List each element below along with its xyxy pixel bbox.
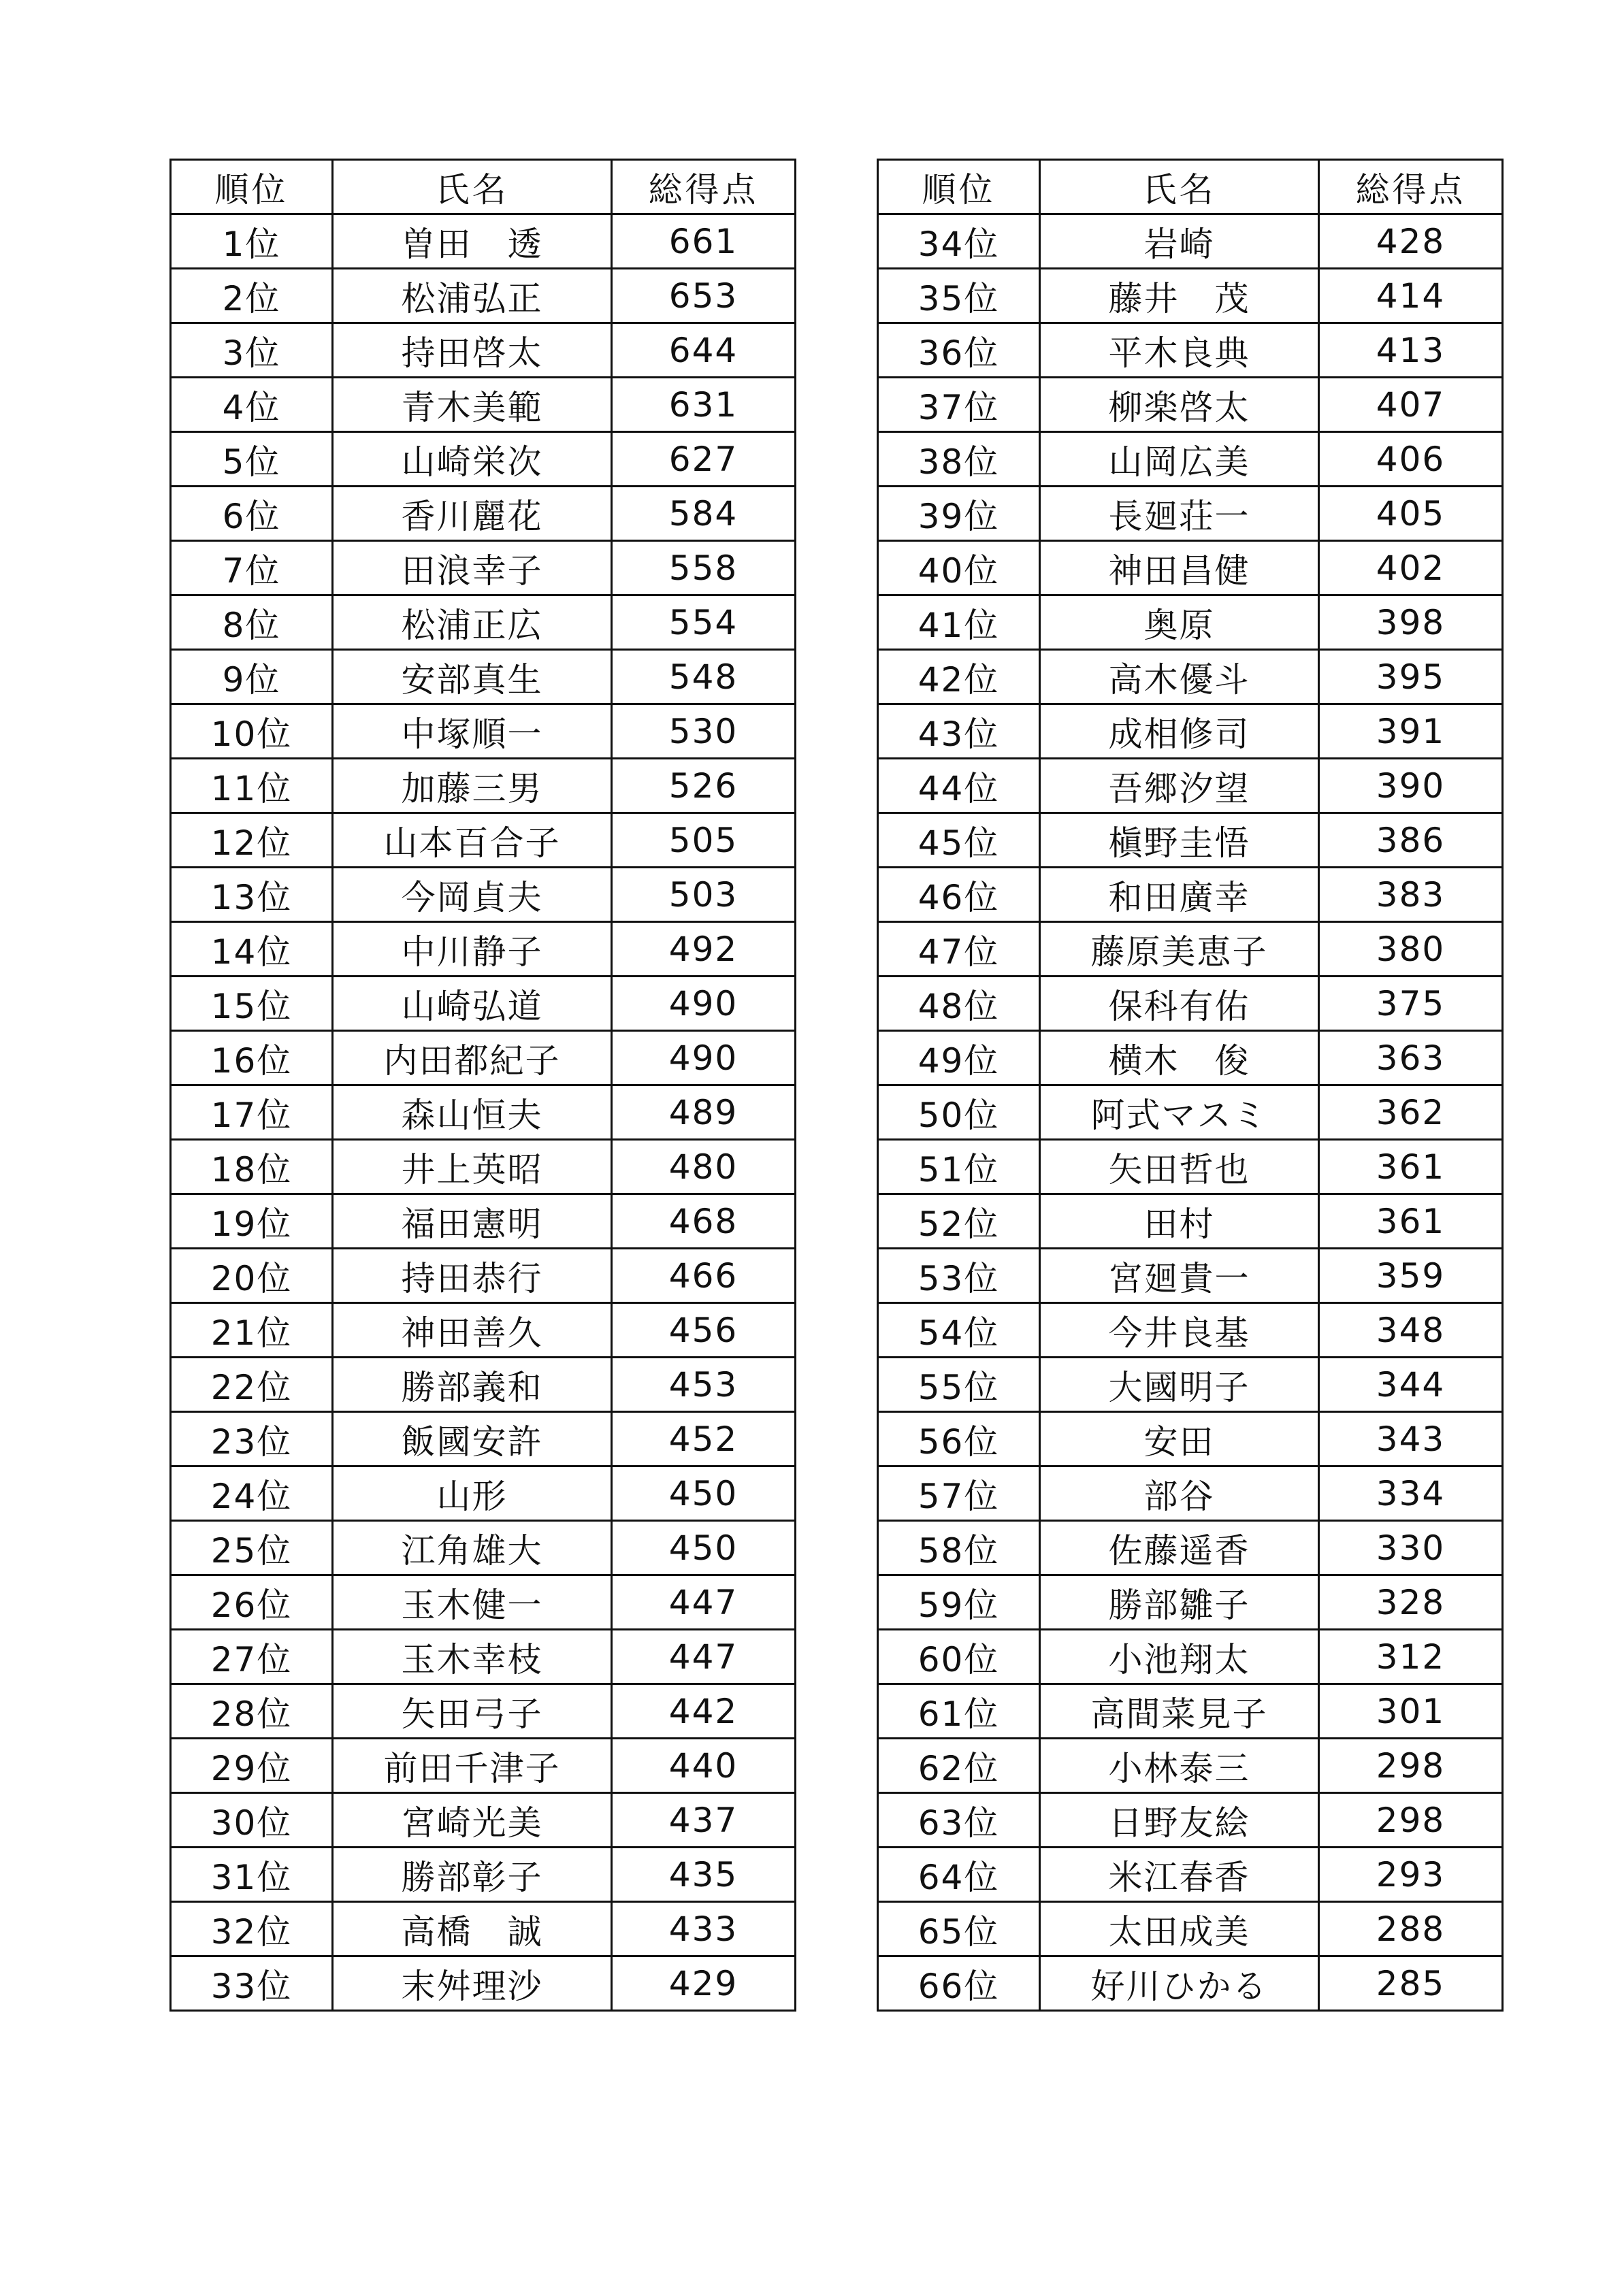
name-cell: 佐藤遥香 <box>1040 1521 1319 1575</box>
name-cell: 長廻荘一 <box>1040 487 1319 541</box>
table-row <box>878 977 1503 1031</box>
table-row <box>878 378 1503 432</box>
rank-cell: 42位 <box>878 650 1040 704</box>
score-cell: 380 <box>1319 922 1503 977</box>
score-cell: 363 <box>1319 1031 1503 1085</box>
rank-cell: 30位 <box>171 1793 333 1848</box>
table-row <box>171 868 796 922</box>
table-row <box>878 1793 1503 1848</box>
score-cell: 348 <box>1319 1303 1503 1358</box>
table-row <box>171 1249 796 1303</box>
table-row <box>171 1902 796 1956</box>
table-row <box>878 759 1503 813</box>
rank-header: 順位 <box>171 160 333 214</box>
name-cell: 末舛理沙 <box>333 1956 612 2011</box>
score-cell: 330 <box>1319 1521 1503 1575</box>
rank-cell: 46位 <box>878 868 1040 922</box>
name-cell: 小池翔太 <box>1040 1630 1319 1684</box>
score-cell: 386 <box>1319 813 1503 868</box>
name-cell: 玉木健一 <box>333 1575 612 1630</box>
score-cell: 450 <box>612 1466 796 1521</box>
score-cell: 631 <box>612 378 796 432</box>
rank-cell: 5位 <box>171 432 333 487</box>
table-row <box>171 595 796 650</box>
table-row <box>878 1358 1503 1412</box>
rank-cell: 4位 <box>171 378 333 432</box>
name-cell: 保科有佑 <box>1040 977 1319 1031</box>
rank-cell: 58位 <box>878 1521 1040 1575</box>
score-cell: 298 <box>1319 1793 1503 1848</box>
table-row <box>878 1140 1503 1194</box>
score-cell: 407 <box>1319 378 1503 432</box>
table-row <box>878 432 1503 487</box>
name-cell: 勝部雛子 <box>1040 1575 1319 1630</box>
table-row <box>878 269 1503 323</box>
rank-cell: 33位 <box>171 1956 333 2011</box>
score-cell: 526 <box>612 759 796 813</box>
name-cell: 大國明子 <box>1040 1358 1319 1412</box>
rank-cell: 51位 <box>878 1140 1040 1194</box>
name-cell: 吾郷汐望 <box>1040 759 1319 813</box>
table-row <box>878 595 1503 650</box>
table-row <box>171 1358 796 1412</box>
ranking-table-right <box>877 159 1504 2012</box>
name-cell: 岩崎 <box>1040 214 1319 269</box>
score-cell: 440 <box>612 1739 796 1793</box>
name-cell: 槇野圭悟 <box>1040 813 1319 868</box>
table-row <box>171 1412 796 1466</box>
score-cell: 391 <box>1319 704 1503 759</box>
table-row <box>878 1194 1503 1249</box>
name-cell: 安部真生 <box>333 650 612 704</box>
table-row <box>878 1848 1503 1902</box>
name-cell: 高橋 誠 <box>333 1902 612 1956</box>
name-cell: 高木優斗 <box>1040 650 1319 704</box>
rank-cell: 32位 <box>171 1902 333 1956</box>
score-cell: 414 <box>1319 269 1503 323</box>
table-row <box>878 1739 1503 1793</box>
rank-cell: 44位 <box>878 759 1040 813</box>
rank-cell: 27位 <box>171 1630 333 1684</box>
rank-cell: 52位 <box>878 1194 1040 1249</box>
name-cell: 矢田弓子 <box>333 1684 612 1739</box>
rank-cell: 63位 <box>878 1793 1040 1848</box>
rank-cell: 21位 <box>171 1303 333 1358</box>
name-cell: 田村 <box>1040 1194 1319 1249</box>
name-cell: 青木美範 <box>333 378 612 432</box>
score-cell: 359 <box>1319 1249 1503 1303</box>
table-row <box>171 1466 796 1521</box>
rank-cell: 57位 <box>878 1466 1040 1521</box>
table-row <box>878 1412 1503 1466</box>
score-cell: 437 <box>612 1793 796 1848</box>
score-cell: 627 <box>612 432 796 487</box>
name-cell: 井上英昭 <box>333 1140 612 1194</box>
table-row <box>878 1521 1503 1575</box>
table-row <box>171 759 796 813</box>
score-cell: 584 <box>612 487 796 541</box>
score-header: 総得点 <box>612 160 796 214</box>
score-cell: 450 <box>612 1521 796 1575</box>
table-row <box>171 1194 796 1249</box>
table-row <box>171 813 796 868</box>
rank-cell: 20位 <box>171 1249 333 1303</box>
table-row <box>878 1031 1503 1085</box>
rank-cell: 9位 <box>171 650 333 704</box>
rank-cell: 14位 <box>171 922 333 977</box>
score-cell: 503 <box>612 868 796 922</box>
ranking-table-left <box>169 159 796 2012</box>
table-row <box>878 922 1503 977</box>
table-row <box>171 1521 796 1575</box>
score-cell: 383 <box>1319 868 1503 922</box>
score-cell: 456 <box>612 1303 796 1358</box>
rank-cell: 48位 <box>878 977 1040 1031</box>
rank-cell: 11位 <box>171 759 333 813</box>
name-cell: 神田善久 <box>333 1303 612 1358</box>
rank-cell: 18位 <box>171 1140 333 1194</box>
table-row <box>878 1684 1503 1739</box>
table-row <box>878 541 1503 595</box>
table-row <box>171 1739 796 1793</box>
name-cell: 玉木幸枝 <box>333 1630 612 1684</box>
rank-cell: 28位 <box>171 1684 333 1739</box>
table-row <box>878 1085 1503 1140</box>
name-cell: 横木 俊 <box>1040 1031 1319 1085</box>
header-row <box>878 160 1503 214</box>
rank-cell: 26位 <box>171 1575 333 1630</box>
table-row <box>171 704 796 759</box>
name-cell: 内田都紀子 <box>333 1031 612 1085</box>
name-cell: 前田千津子 <box>333 1739 612 1793</box>
name-header: 氏名 <box>1040 160 1319 214</box>
table-row <box>878 1249 1503 1303</box>
rank-cell: 34位 <box>878 214 1040 269</box>
table-row <box>171 1684 796 1739</box>
score-cell: 429 <box>612 1956 796 2011</box>
score-cell: 661 <box>612 214 796 269</box>
rank-cell: 6位 <box>171 487 333 541</box>
score-cell: 312 <box>1319 1630 1503 1684</box>
rank-cell: 35位 <box>878 269 1040 323</box>
name-cell: 平木良典 <box>1040 323 1319 378</box>
rank-cell: 24位 <box>171 1466 333 1521</box>
name-cell: 山形 <box>333 1466 612 1521</box>
rank-cell: 45位 <box>878 813 1040 868</box>
name-cell: 部谷 <box>1040 1466 1319 1521</box>
name-cell: 持田恭行 <box>333 1249 612 1303</box>
name-cell: 好川ひかる <box>1040 1956 1319 2011</box>
name-cell: 福田憲明 <box>333 1194 612 1249</box>
rank-cell: 40位 <box>878 541 1040 595</box>
score-cell: 480 <box>612 1140 796 1194</box>
table-row <box>878 1630 1503 1684</box>
score-cell: 505 <box>612 813 796 868</box>
name-cell: 松浦弘正 <box>333 269 612 323</box>
name-cell: 安田 <box>1040 1412 1319 1466</box>
name-cell: 宮崎光美 <box>333 1793 612 1848</box>
name-cell: 今岡貞夫 <box>333 868 612 922</box>
rank-cell: 61位 <box>878 1684 1040 1739</box>
rank-cell: 66位 <box>878 1956 1040 2011</box>
score-cell: 301 <box>1319 1684 1503 1739</box>
table-row <box>878 1575 1503 1630</box>
rank-cell: 47位 <box>878 922 1040 977</box>
score-cell: 428 <box>1319 214 1503 269</box>
score-cell: 548 <box>612 650 796 704</box>
score-cell: 530 <box>612 704 796 759</box>
name-cell: 江角雄大 <box>333 1521 612 1575</box>
score-cell: 343 <box>1319 1412 1503 1466</box>
table-row <box>878 1956 1503 2011</box>
score-cell: 554 <box>612 595 796 650</box>
score-cell: 344 <box>1319 1358 1503 1412</box>
rank-cell: 50位 <box>878 1085 1040 1140</box>
rank-cell: 22位 <box>171 1358 333 1412</box>
table-row <box>171 1031 796 1085</box>
table-row <box>171 977 796 1031</box>
name-cell: 森山恒夫 <box>333 1085 612 1140</box>
rank-cell: 23位 <box>171 1412 333 1466</box>
rank-header: 順位 <box>878 160 1040 214</box>
table-row <box>171 432 796 487</box>
score-cell: 361 <box>1319 1140 1503 1194</box>
score-cell: 492 <box>612 922 796 977</box>
table-row <box>878 650 1503 704</box>
score-cell: 285 <box>1319 1956 1503 2011</box>
table-row <box>171 1140 796 1194</box>
rank-cell: 15位 <box>171 977 333 1031</box>
score-cell: 375 <box>1319 977 1503 1031</box>
table-row <box>878 813 1503 868</box>
rank-cell: 25位 <box>171 1521 333 1575</box>
name-cell: 柳楽啓太 <box>1040 378 1319 432</box>
rank-cell: 19位 <box>171 1194 333 1249</box>
table-row <box>171 1630 796 1684</box>
rank-cell: 7位 <box>171 541 333 595</box>
table-row <box>878 1466 1503 1521</box>
name-cell: 阿式マスミ <box>1040 1085 1319 1140</box>
score-cell: 644 <box>612 323 796 378</box>
score-cell: 447 <box>612 1630 796 1684</box>
table-row <box>878 1902 1503 1956</box>
table-row <box>171 487 796 541</box>
name-header: 氏名 <box>333 160 612 214</box>
score-cell: 466 <box>612 1249 796 1303</box>
rank-cell: 29位 <box>171 1739 333 1793</box>
rank-cell: 39位 <box>878 487 1040 541</box>
name-cell: 山崎栄次 <box>333 432 612 487</box>
name-cell: 田浪幸子 <box>333 541 612 595</box>
score-cell: 433 <box>612 1902 796 1956</box>
score-cell: 452 <box>612 1412 796 1466</box>
rank-cell: 43位 <box>878 704 1040 759</box>
name-cell: 香川麗花 <box>333 487 612 541</box>
name-cell: 持田啓太 <box>333 323 612 378</box>
name-cell: 飯國安許 <box>333 1412 612 1466</box>
rank-cell: 31位 <box>171 1848 333 1902</box>
score-cell: 490 <box>612 1031 796 1085</box>
score-cell: 442 <box>612 1684 796 1739</box>
rank-cell: 17位 <box>171 1085 333 1140</box>
rank-cell: 59位 <box>878 1575 1040 1630</box>
score-cell: 453 <box>612 1358 796 1412</box>
name-cell: 曽田 透 <box>333 214 612 269</box>
rank-cell: 65位 <box>878 1902 1040 1956</box>
score-cell: 334 <box>1319 1466 1503 1521</box>
score-cell: 361 <box>1319 1194 1503 1249</box>
name-cell: 中塚順一 <box>333 704 612 759</box>
name-cell: 加藤三男 <box>333 759 612 813</box>
name-cell: 今井良基 <box>1040 1303 1319 1358</box>
name-cell: 宮廻貴一 <box>1040 1249 1319 1303</box>
rank-cell: 36位 <box>878 323 1040 378</box>
score-cell: 328 <box>1319 1575 1503 1630</box>
score-cell: 490 <box>612 977 796 1031</box>
score-cell: 413 <box>1319 323 1503 378</box>
rank-cell: 8位 <box>171 595 333 650</box>
name-cell: 勝部彰子 <box>333 1848 612 1902</box>
score-cell: 435 <box>612 1848 796 1902</box>
score-cell: 558 <box>612 541 796 595</box>
score-cell: 293 <box>1319 1848 1503 1902</box>
score-cell: 398 <box>1319 595 1503 650</box>
table-row <box>878 868 1503 922</box>
table-row <box>171 214 796 269</box>
rank-cell: 54位 <box>878 1303 1040 1358</box>
rank-cell: 60位 <box>878 1630 1040 1684</box>
score-cell: 402 <box>1319 541 1503 595</box>
table-row <box>878 214 1503 269</box>
table-row <box>171 1793 796 1848</box>
table-row <box>878 323 1503 378</box>
rank-cell: 56位 <box>878 1412 1040 1466</box>
name-cell: 山岡広美 <box>1040 432 1319 487</box>
score-cell: 362 <box>1319 1085 1503 1140</box>
name-cell: 高間菜見子 <box>1040 1684 1319 1739</box>
score-cell: 653 <box>612 269 796 323</box>
rank-cell: 62位 <box>878 1739 1040 1793</box>
rank-cell: 38位 <box>878 432 1040 487</box>
score-cell: 395 <box>1319 650 1503 704</box>
rank-cell: 2位 <box>171 269 333 323</box>
table-row <box>171 1085 796 1140</box>
rank-cell: 12位 <box>171 813 333 868</box>
rank-cell: 13位 <box>171 868 333 922</box>
score-cell: 489 <box>612 1085 796 1140</box>
score-cell: 298 <box>1319 1739 1503 1793</box>
table-row <box>171 650 796 704</box>
table-row <box>171 1575 796 1630</box>
score-cell: 468 <box>612 1194 796 1249</box>
table-row <box>878 487 1503 541</box>
rank-cell: 41位 <box>878 595 1040 650</box>
score-cell: 390 <box>1319 759 1503 813</box>
rank-cell: 10位 <box>171 704 333 759</box>
table-row <box>171 541 796 595</box>
table-row <box>171 1303 796 1358</box>
name-cell: 勝部義和 <box>333 1358 612 1412</box>
rank-cell: 1位 <box>171 214 333 269</box>
name-cell: 藤井 茂 <box>1040 269 1319 323</box>
score-cell: 288 <box>1319 1902 1503 1956</box>
name-cell: 米江春香 <box>1040 1848 1319 1902</box>
name-cell: 小林泰三 <box>1040 1739 1319 1793</box>
name-cell: 中川静子 <box>333 922 612 977</box>
rank-cell: 37位 <box>878 378 1040 432</box>
name-cell: 和田廣幸 <box>1040 868 1319 922</box>
name-cell: 太田成美 <box>1040 1902 1319 1956</box>
table-row <box>171 323 796 378</box>
score-cell: 405 <box>1319 487 1503 541</box>
score-cell: 447 <box>612 1575 796 1630</box>
table-row <box>171 922 796 977</box>
header-row <box>171 160 796 214</box>
rank-cell: 55位 <box>878 1358 1040 1412</box>
name-cell: 奥原 <box>1040 595 1319 650</box>
rank-cell: 16位 <box>171 1031 333 1085</box>
name-cell: 日野友絵 <box>1040 1793 1319 1848</box>
score-cell: 406 <box>1319 432 1503 487</box>
rank-cell: 49位 <box>878 1031 1040 1085</box>
table-row <box>878 1303 1503 1358</box>
name-cell: 矢田哲也 <box>1040 1140 1319 1194</box>
table-row <box>171 1956 796 2011</box>
name-cell: 松浦正広 <box>333 595 612 650</box>
rank-cell: 53位 <box>878 1249 1040 1303</box>
name-cell: 成相修司 <box>1040 704 1319 759</box>
name-cell: 山本百合子 <box>333 813 612 868</box>
rank-cell: 64位 <box>878 1848 1040 1902</box>
table-row <box>878 704 1503 759</box>
name-cell: 神田昌健 <box>1040 541 1319 595</box>
table-row <box>171 269 796 323</box>
name-cell: 山崎弘道 <box>333 977 612 1031</box>
rank-cell: 3位 <box>171 323 333 378</box>
score-header: 総得点 <box>1319 160 1503 214</box>
table-row <box>171 1848 796 1902</box>
table-row <box>171 378 796 432</box>
name-cell: 藤原美恵子 <box>1040 922 1319 977</box>
